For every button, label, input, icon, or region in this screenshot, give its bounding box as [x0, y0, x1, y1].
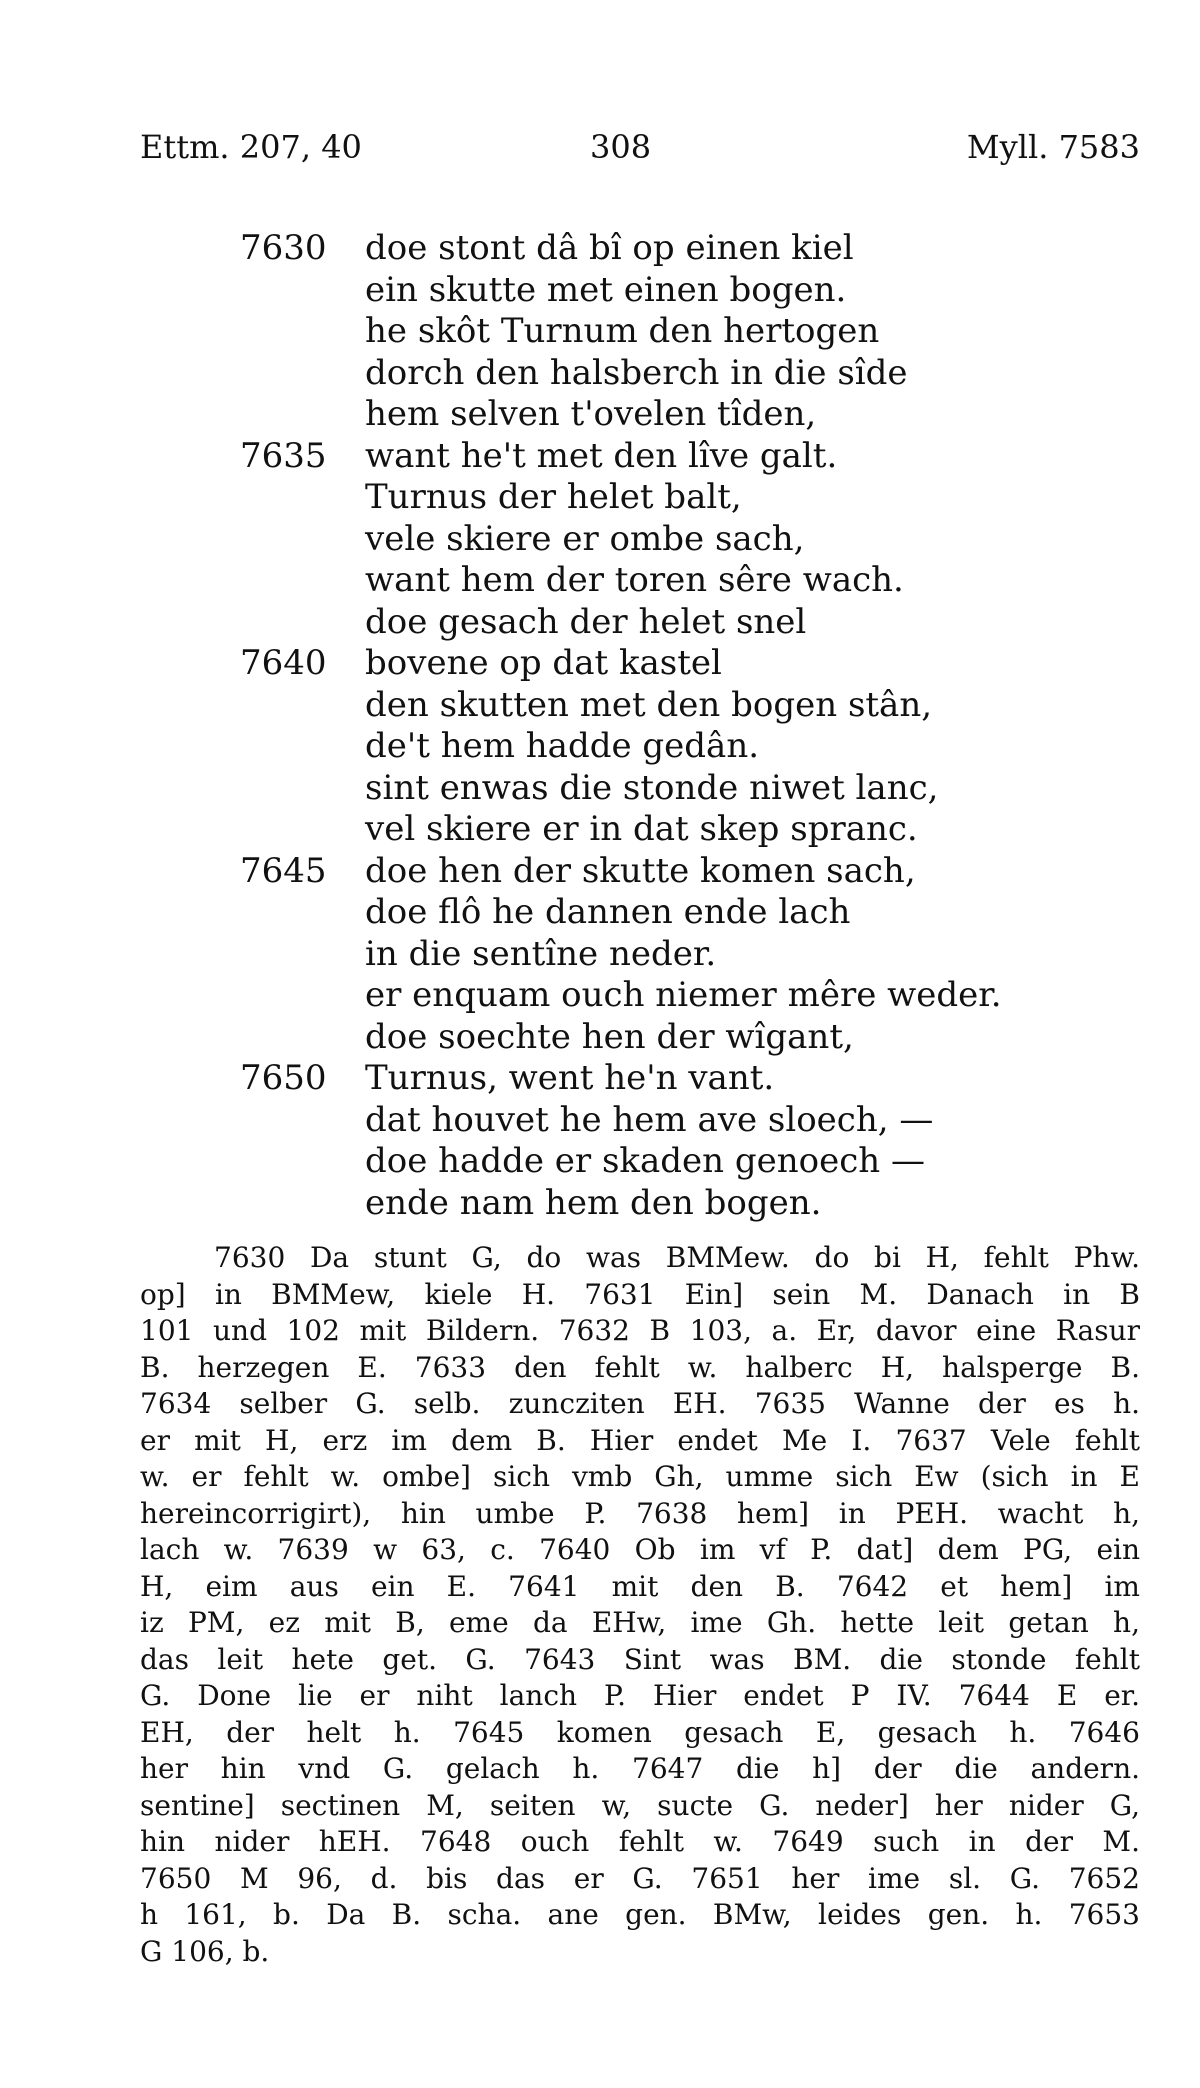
apparatus-line: op] in BMMew, kiele H. 7631 Ein] sein M. Danach in B: [140, 1277, 1140, 1311]
verse-text: want he't met den lîve galt.: [365, 435, 838, 476]
verse-text: doe flô he dannen ende lach: [365, 892, 851, 932]
verse-line: [140, 311, 1140, 353]
verse-line: [140, 477, 1140, 519]
apparatus-line: h 161, b. Da B. scha. ane gen. BMw, leides gen. h. 7653: [140, 1898, 1140, 1931]
verse-line: [140, 228, 1140, 270]
verse-text: doe stont dâ bî op einen kiel: [365, 228, 854, 268]
apparatus-line: 101 und 102 mit Bildern. 7632 B 103, a. Er, davor eine Rasur: [140, 1314, 1140, 1347]
verse-text: Turnus, went he'n vant.: [365, 1058, 775, 1098]
verse-text: ende nam hem den bogen.: [365, 1182, 822, 1223]
verse-text: he skôt Turnum den hertogen: [365, 311, 880, 351]
verse-line: [140, 809, 1140, 851]
verse-line: [140, 934, 1140, 976]
verse-text: de't hem hadde gedân.: [365, 726, 760, 766]
verse-text: doe hen der skutte komen sach,: [365, 850, 916, 891]
verse-text: er enquam ouch niemer mêre weder.: [365, 975, 1002, 1015]
apparatus-line: B. herzegen E. 7633 den fehlt w. halberc H, halsperge B.: [140, 1350, 1140, 1384]
verse-text: doe hadde er skaden genoech —: [365, 1141, 926, 1181]
apparatus-line: iz PM, ez mit B, eme da EHw, ime Gh. hette leit getan h,: [140, 1606, 1140, 1639]
verse-text: dat houvet he hem ave sloech, —: [365, 1099, 934, 1140]
verse-line: [140, 726, 1140, 768]
verse-text: vel skiere er in dat skep spranc.: [365, 809, 918, 849]
verse-line: [140, 1100, 1140, 1142]
verse-line: [140, 1058, 1140, 1100]
line-number: 7645: [240, 850, 327, 891]
verse-line: [140, 1183, 1140, 1225]
verse-text: ein skutte met einen bogen.: [365, 269, 847, 310]
verse-line: [140, 519, 1140, 561]
apparatus-line: 7634 selber G. selb. zuncziten EH. 7635 Wanne der es h.: [140, 1387, 1140, 1420]
verse-line: [140, 1141, 1140, 1183]
verse-line: [140, 602, 1140, 644]
verse-line: [140, 851, 1140, 893]
line-number: 7630: [240, 228, 327, 268]
verse-line: [140, 685, 1140, 727]
verse-line: [140, 892, 1140, 934]
apparatus-line: das leit hete get. G. 7643 Sint was BM. die stonde fehlt: [140, 1642, 1140, 1676]
line-number: 7650: [240, 1058, 327, 1098]
apparatus-line: lach w. 7639 w 63, c. 7640 Ob im vf P. dat] dem PG, ein: [140, 1533, 1140, 1566]
verse-text: doe gesach der helet snel: [365, 601, 807, 642]
apparatus-line: G 106, b.: [140, 1934, 270, 1968]
apparatus-line: er mit H, erz im dem B. Hier endet Me I. 7637 Vele fehlt: [140, 1423, 1140, 1457]
verse-text: Turnus der helet balt,: [365, 477, 742, 517]
verse-text: in die sentîne neder.: [365, 933, 717, 974]
verse-line: [140, 270, 1140, 312]
poem-text: [140, 228, 1140, 1224]
verse-line: [140, 436, 1140, 478]
verse-text: den skutten met den bogen stân,: [365, 684, 933, 725]
verse-line: [140, 975, 1140, 1017]
verse-text: dorch den halsberch in die sîde: [365, 352, 908, 393]
verse-line: [140, 768, 1140, 810]
apparatus-line: sentine] sectinen M, seiten w, sucte G. neder] her nider G,: [140, 1788, 1140, 1822]
apparatus-line: G. Done lie er niht lanch P. Hier endet P IV. 7644 E er.: [140, 1679, 1140, 1712]
apparatus-line: her hin vnd G. gelach h. 7647 die h] der die andern.: [140, 1752, 1140, 1785]
header-reference-right: Myll. 7583: [966, 128, 1140, 166]
verse-text: bovene op dat kastel: [365, 643, 722, 683]
verse-text: vele skiere er ombe sach,: [365, 518, 805, 559]
line-number: 7640: [240, 643, 327, 683]
verse-line: [140, 643, 1140, 685]
apparatus-line: 7630 Da stunt G, do was BMMew. do bi H, fehlt Phw.: [214, 1241, 1140, 1274]
verse-line: [140, 560, 1140, 602]
critical-apparatus: [140, 1240, 1140, 1970]
page-number: 308: [590, 128, 652, 166]
apparatus-line: w. er fehlt w. ombe] sich vmb Gh, umme sich Ew (sich in E: [140, 1460, 1140, 1493]
apparatus-line: H, eim aus ein E. 7641 mit den B. 7642 et hem] im: [140, 1569, 1140, 1603]
line-number: 7635: [240, 435, 327, 476]
verse-line: [140, 394, 1140, 436]
verse-text: hem selven t'ovelen tîden,: [365, 394, 817, 434]
running-header: [140, 128, 1140, 178]
verse-line: [140, 353, 1140, 395]
verse-text: sint enwas die stonde niwet lanc,: [365, 767, 939, 808]
apparatus-line: hin nider hEH. 7648 ouch fehlt w. 7649 such in der M.: [140, 1825, 1140, 1858]
header-reference-left: Ettm. 207, 40: [140, 128, 362, 166]
apparatus-line: EH, der helt h. 7645 komen gesach E, gesach h. 7646: [140, 1715, 1140, 1749]
verse-line: [140, 1017, 1140, 1059]
apparatus-line: 7650 M 96, d. bis das er G. 7651 her ime sl. G. 7652: [140, 1861, 1140, 1895]
apparatus-line: hereincorrigirt), hin umbe P. 7638 hem] in PEH. wacht h,: [140, 1496, 1140, 1530]
verse-text: doe soechte hen der wîgant,: [365, 1016, 854, 1057]
verse-text: want hem der toren sêre wach.: [365, 560, 904, 600]
